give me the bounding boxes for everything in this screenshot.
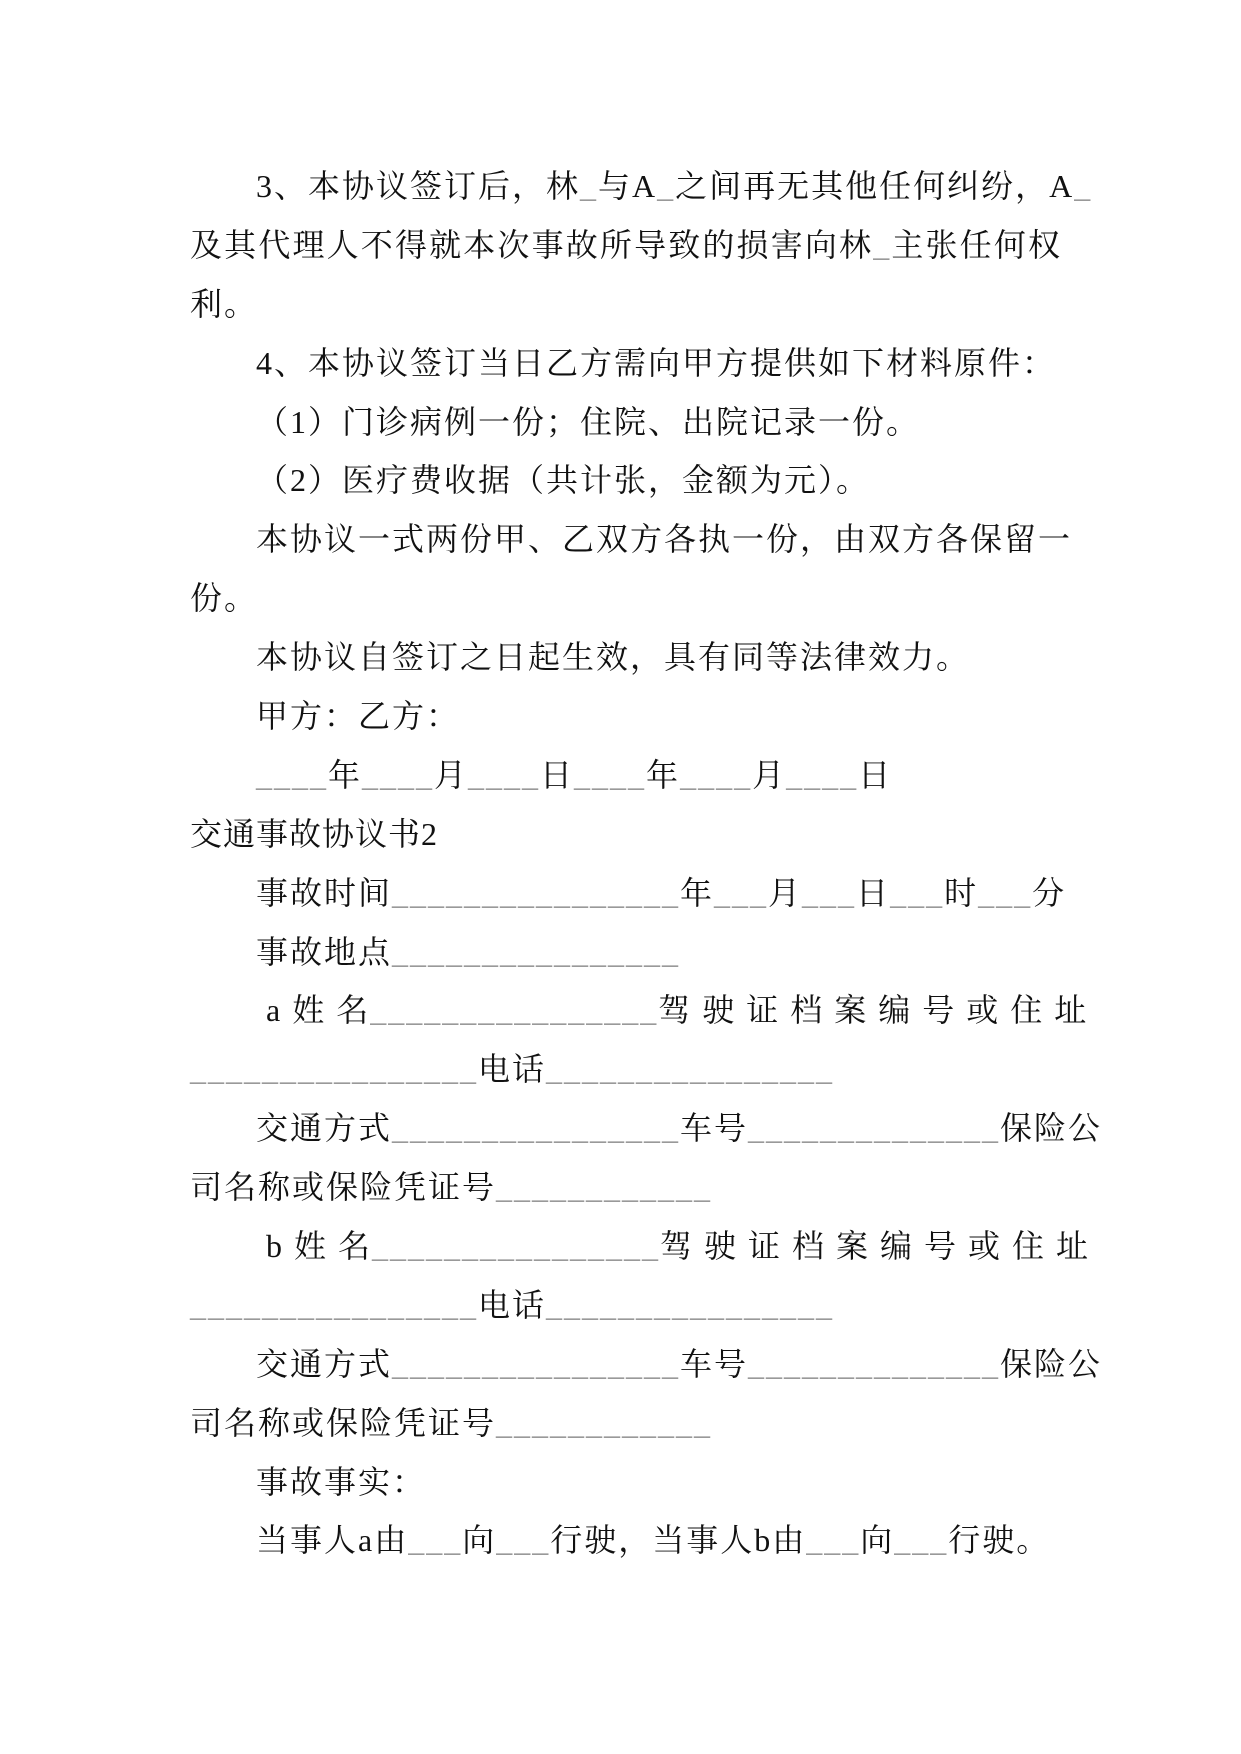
blank-field: ________________ xyxy=(392,1110,681,1147)
blank-field: ____ xyxy=(574,756,647,793)
clause-4: 4、本协议签订当日乙方需向甲方提供如下材料原件： xyxy=(256,344,1057,381)
blank-field: ______________ xyxy=(748,1345,1001,1382)
blank-field: ________________ xyxy=(546,1051,835,1088)
blank-field: ________________ xyxy=(372,1228,661,1265)
accident-time: 事故时间________________年___月___日___时___分 xyxy=(256,874,1067,911)
blank-field: ________________ xyxy=(370,992,659,1029)
parties-signature: 甲方：乙方： xyxy=(256,698,461,735)
blank-field: ____ xyxy=(680,756,753,793)
copies-line-1: 本协议一式两份甲、乙双方各执一份，由双方各保留一 xyxy=(256,521,1073,558)
blank-field: ___ xyxy=(714,874,769,911)
blank-field: ____________ xyxy=(496,1404,713,1441)
blank-field: _ xyxy=(1074,168,1093,204)
blank-field: ___ xyxy=(496,1522,551,1559)
blank-field: ____________ xyxy=(496,1169,713,1206)
party-b-insurance: 司名称或保险凭证号____________ xyxy=(190,1404,713,1441)
accident-facts-heading: 事故事实： xyxy=(256,1463,427,1500)
accident-location: 事故地点________________ xyxy=(256,933,681,970)
party-a-name: a 姓 名________________驾 驶 证 档 案 编 号 或 住 址 xyxy=(256,992,1089,1029)
party-a-insurance: 司名称或保险凭证号____________ xyxy=(190,1169,713,1206)
blank-field: ________________ xyxy=(546,1286,835,1323)
blank-field: ____ xyxy=(256,756,328,793)
party-a-vehicle: 交通方式________________车号______________保险公 xyxy=(256,1110,1103,1147)
blank-field: ___ xyxy=(978,874,1033,911)
party-a-phone: ________________电话________________ xyxy=(190,1051,835,1088)
blank-field: ___ xyxy=(894,1522,949,1559)
party-b-phone: ________________电话________________ xyxy=(190,1286,835,1323)
blank-field: ____ xyxy=(468,756,541,793)
document-page xyxy=(190,157,1103,1570)
blank-field: ________________ xyxy=(392,874,681,911)
blank-field: ___ xyxy=(890,874,945,911)
blank-field: ___ xyxy=(408,1522,463,1559)
clause-3-line-2: 及其代理人不得就本次事故所导致的损害向林_主张任何权 xyxy=(190,226,1062,263)
blank-field: _ xyxy=(657,168,676,204)
blank-field: _ xyxy=(873,226,892,263)
material-item-1: （1）门诊病例一份；住院、出院记录一份。 xyxy=(256,403,921,440)
blank-field: ________________ xyxy=(190,1051,478,1088)
blank-field: ________________ xyxy=(190,1286,478,1323)
accident-facts-direction: 当事人a由___向___行驶，当事人b由___向___行驶。 xyxy=(256,1522,1051,1559)
material-item-2: （2）医疗费收据（共计张，金额为元）。 xyxy=(256,462,871,499)
party-b-vehicle: 交通方式________________车号______________保险公 xyxy=(256,1345,1103,1382)
blank-field: ___ xyxy=(806,1522,861,1559)
section-title: 交通事故协议书2 xyxy=(190,815,439,852)
signature-dates: ____年____月____日____年____月____日 xyxy=(256,756,893,793)
copies-line-2: 份。 xyxy=(190,580,259,617)
blank-field: ___ xyxy=(802,874,857,911)
blank-field: ____ xyxy=(362,756,435,793)
clause-3-line-3: 利。 xyxy=(190,285,259,322)
blank-field: _ xyxy=(580,168,599,204)
blank-field: ________________ xyxy=(392,1345,681,1382)
party-b-name: b 姓 名________________驾 驶 证 档 案 编 号 或 住 址 xyxy=(256,1228,1091,1265)
blank-field: ______________ xyxy=(748,1110,1001,1147)
effective-clause: 本协议自签订之日起生效，具有同等法律效力。 xyxy=(256,639,971,676)
blank-field: ____ xyxy=(786,756,859,793)
blank-field: ________________ xyxy=(392,933,681,970)
clause-3-line-1: 3、本协议签订后，林_与A_之间再无其他任何纠纷，A_ xyxy=(256,168,1093,204)
